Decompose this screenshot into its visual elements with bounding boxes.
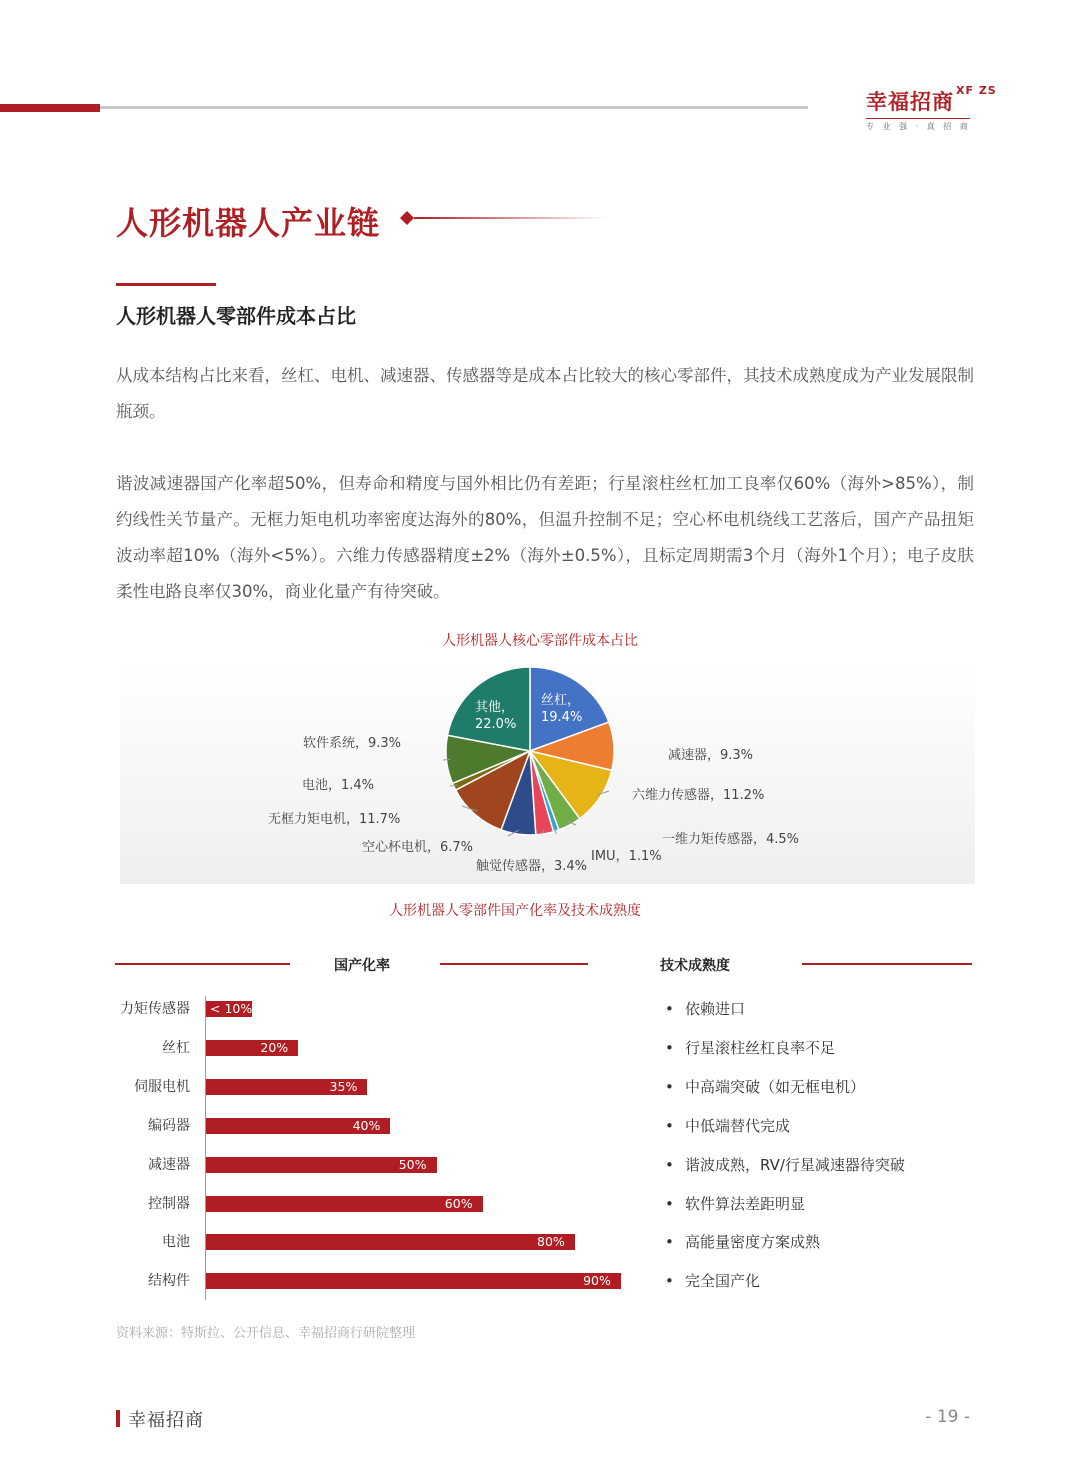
bar-category-label: 结构件 bbox=[148, 1273, 190, 1290]
maturity-item bbox=[665, 1193, 805, 1214]
maturity-item bbox=[665, 1270, 760, 1291]
pie-label-六维力传感器: 六维力传感器，11.2% bbox=[632, 788, 765, 803]
paragraph-2: 谐波减速器国产化率超50%，但寿命和精度与国外相比仍有差距；行星滚柱丝杠加工良率仅60%（海外>85%），制约线性关节量产。无框力矩电机功率密度达海外的80%，但温升控制不足；空心杯电机绕线工艺落后，国产产品扭矩波动率超10%（海外<5%）。六维力传感器精度±2%（海外±0.5%），且标定周期需3个月（海外1个月）；电子皮肤柔性电路良率仅30%，商业化量产有待突破。 bbox=[116, 474, 974, 601]
bar-value-label: 20% bbox=[260, 1039, 289, 1055]
bullet-icon: • bbox=[665, 1233, 674, 1252]
maturity-text: 依赖进口 bbox=[685, 1000, 746, 1018]
bar-value-label: 80% bbox=[537, 1234, 565, 1250]
header-rule bbox=[802, 963, 972, 965]
bar-value-label: 50% bbox=[398, 1156, 427, 1172]
page-number: - 19 - bbox=[925, 1407, 970, 1427]
bar-category-label: 编码器 bbox=[148, 1117, 190, 1134]
bar-category-label: 电池 bbox=[162, 1234, 190, 1251]
pie-label-丝杠: 丝杠， 19.4% bbox=[541, 693, 583, 725]
maturity-text: 高能量密度方案成熟 bbox=[685, 1233, 821, 1252]
bullet-icon: • bbox=[665, 1194, 674, 1213]
paragraph-1: 从成本结构占比来看，丝杠、电机、减速器、传感器等是成本占比较大的核心零部件，其技术成熟度成为产业发展限制瓶颈。 bbox=[116, 366, 974, 421]
bar-控制器 bbox=[206, 1196, 483, 1212]
pie-label-软件系统: 软件系统，9.3% bbox=[303, 736, 402, 751]
maturity-item bbox=[665, 1154, 905, 1175]
bullet-icon: • bbox=[665, 1077, 674, 1096]
maturity-item bbox=[665, 1037, 835, 1058]
maturity-item bbox=[665, 1231, 820, 1252]
bullet-icon: • bbox=[665, 1272, 674, 1291]
pie-label-电池: 电池，1.4% bbox=[302, 778, 375, 793]
bar-category-label: 伺服电机 bbox=[134, 1078, 190, 1095]
logo-slogan: 专 业 强 · 真 招 商 bbox=[866, 118, 970, 132]
source-note: 资料来源：特斯拉、公开信息、幸福招商行研院整理 bbox=[116, 1326, 416, 1341]
section-title: 人形机器人产业链 bbox=[116, 204, 381, 242]
pie-label-无框力矩电机: 无框力矩电机，11.7% bbox=[268, 812, 401, 827]
pie-label-其他: 其他， 22.0% bbox=[475, 700, 517, 732]
bar-value-label: < 10% bbox=[210, 1001, 253, 1016]
maturity-item bbox=[665, 1076, 865, 1097]
maturity-text: 软件算法差距明显 bbox=[685, 1194, 806, 1213]
rate-column-header: 国产化率 bbox=[334, 958, 390, 974]
bullet-icon: • bbox=[665, 1038, 674, 1057]
pie-label-触觉传感器: 触觉传感器，3.4% bbox=[476, 859, 588, 874]
maturity-text: 中低端替代完成 bbox=[685, 1116, 791, 1135]
pie-label-一维力矩传感器: 一维力矩传感器，4.5% bbox=[662, 832, 800, 847]
pie-label-空心杯电机: 空心杯电机，6.7% bbox=[362, 840, 474, 855]
maturity-item bbox=[665, 1115, 790, 1136]
bar-value-label: 90% bbox=[583, 1273, 611, 1289]
bar-category-label: 丝杠 bbox=[162, 1039, 190, 1056]
bullet-icon: • bbox=[665, 1000, 674, 1018]
bar-伺服电机 bbox=[206, 1079, 367, 1095]
subtitle: 人形机器人零部件成本占比 bbox=[116, 304, 356, 328]
maturity-text: 行星滚柱丝杠良率不足 bbox=[685, 1038, 836, 1057]
maturity-text: 完全国产化 bbox=[685, 1272, 761, 1291]
maturity-text: 中高端突破（如无框电机） bbox=[685, 1077, 866, 1096]
bar-value-label: 35% bbox=[329, 1078, 358, 1094]
pie-label-减速器: 减速器，9.3% bbox=[668, 748, 754, 763]
logo-text: 幸福招商 bbox=[866, 90, 954, 114]
pie-chart-title: 人形机器人核心零部件成本占比 bbox=[442, 633, 638, 649]
pie-label-IMU: IMU，1.1% bbox=[591, 849, 662, 864]
bar-value-label: 40% bbox=[352, 1117, 381, 1133]
bar-category-label: 减速器 bbox=[148, 1156, 190, 1173]
bullet-icon: • bbox=[665, 1155, 674, 1174]
logo-mark: XF ZS bbox=[956, 84, 997, 97]
bar-结构件 bbox=[206, 1273, 621, 1289]
bar-力矩传感器 bbox=[206, 1001, 252, 1017]
maturity-item bbox=[665, 998, 745, 1019]
bar-value-label: 60% bbox=[444, 1195, 473, 1211]
bar-减速器 bbox=[206, 1157, 437, 1173]
bar-category-label: 力矩传感器 bbox=[120, 1001, 190, 1017]
footer-accent bbox=[116, 1410, 120, 1427]
bar-category-label: 控制器 bbox=[148, 1195, 190, 1212]
bar-编码器 bbox=[206, 1118, 390, 1134]
header-rule bbox=[115, 963, 290, 965]
header-rule bbox=[440, 963, 588, 965]
bar-电池 bbox=[206, 1234, 575, 1250]
maturity-column-header: 技术成熟度 bbox=[660, 958, 730, 974]
bar-丝杠 bbox=[206, 1040, 298, 1056]
bullet-icon: • bbox=[665, 1116, 674, 1135]
bar-chart-title: 人形机器人零部件国产化率及技术成熟度 bbox=[389, 903, 641, 919]
maturity-text: 谐波成熟，RV/行星减速器待突破 bbox=[685, 1155, 905, 1174]
footer-brand: 幸福招商 bbox=[128, 1410, 204, 1431]
